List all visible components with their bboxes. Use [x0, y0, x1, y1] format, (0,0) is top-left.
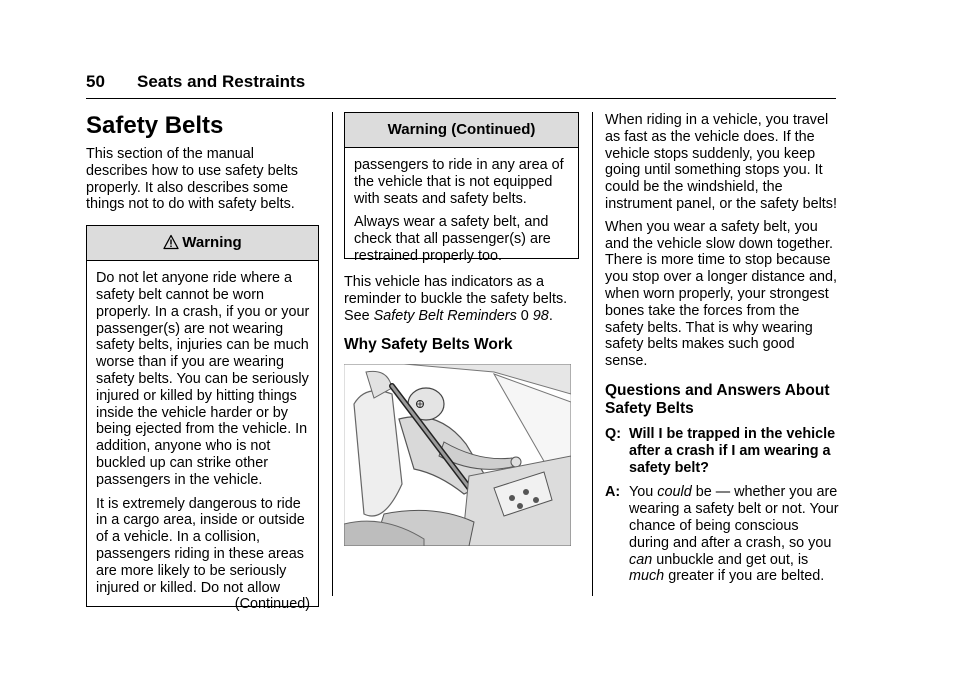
answer-emphasis-much: much	[629, 568, 665, 585]
warning-paragraph-2: It is extremely dangerous to ride in a cargo area, inside or outside of a vehicle. In a collision, passengers riding in these areas are more likely to be seriously injured or killed. Do not allow	[96, 495, 305, 596]
answer-part-1: You	[629, 484, 654, 501]
warning-paragraph-1: Do not let anyone ride where a safety belt cannot be worn properly. In a crash, if you or your passenger(s) are not wearing safety belts, injuries can be much worse than if you are wearing safety belts. You can be seriously injured or killed by hitting things inside the vehicle harder or by being ejected from the vehicle. In addition, anyone who is not buckled up can strike other passengers in the vehicle.	[96, 270, 310, 488]
column-divider-1	[332, 112, 333, 596]
warning-body	[87, 261, 318, 617]
reference-link[interactable]: Safety Belt Reminders	[373, 307, 517, 324]
warning-continued-box	[344, 112, 579, 264]
section-heading-qa: Questions and Answers About Safety Belts	[605, 381, 830, 417]
column-3	[605, 112, 840, 593]
reference-page[interactable]: 98	[532, 307, 549, 324]
indicators-paragraph	[344, 274, 579, 324]
answer-item	[605, 484, 840, 585]
warning-continued-body	[345, 148, 578, 276]
warning-continued-header: Warning (Continued)	[345, 113, 578, 148]
page-title: Safety Belts	[86, 112, 224, 139]
answer-part-3: unbuckle and get out, is	[656, 551, 809, 568]
warning-triangle-icon	[163, 229, 179, 263]
answer-row	[605, 484, 840, 585]
warning-continued-paragraph-1: passengers to ride in any area of the vehicle that is not equipped with seats and safety belts.	[354, 157, 564, 207]
indicators-text: This vehicle has indicators as a reminder to buckle the safety belts. See	[344, 274, 568, 324]
warning-box	[86, 225, 319, 613]
question-item	[605, 426, 840, 476]
crash-illustration	[344, 364, 571, 546]
section-title: Seats and Restraints	[137, 72, 306, 91]
continued-label: (Continued)	[234, 596, 310, 613]
warning-label: Warning	[182, 234, 242, 252]
column-2	[344, 112, 579, 546]
answer-emphasis-can: can	[629, 551, 653, 568]
crash-illustration-svg	[344, 364, 571, 546]
body-paragraph-2: When you wear a safety belt, you and the vehicle slow down together. There is more time to stop because you stop over a longer distance and, when worn properly, your strongest bones take the forces from the safety belts. That is why wearing safety belts makes such good sense.	[605, 218, 837, 370]
reference-end: .	[548, 307, 553, 324]
answer-part-4: greater if you are belted.	[668, 568, 825, 585]
warning-header	[87, 226, 318, 261]
column-divider-2	[592, 112, 593, 596]
column-1	[86, 112, 319, 613]
body-paragraph-1: When riding in a vehicle, you travel as fast as the vehicle does. If the vehicle stops suddenly, you keep going until something stops you. It could be the windshield, the instrument panel, or the safety belts!	[605, 112, 837, 212]
answer-text	[629, 484, 839, 584]
question-key: Q:	[605, 425, 621, 442]
answer-emphasis-could: could	[657, 484, 692, 501]
warning-continued-paragraph-2: Always wear a safety belt, and check that all passenger(s) are restrained properly too.	[354, 214, 551, 264]
page-header	[86, 72, 836, 99]
page-number: 50	[86, 72, 105, 91]
question-text: Will I be trapped in the vehicle after a crash if I am wearing a safety belt?	[629, 425, 836, 476]
answer-part-2: be — whether you are wearing a safety belt or not. Your chance of being conscious during and after a crash, so you	[629, 484, 839, 551]
question-row	[605, 426, 840, 476]
page-ref-symbol: 0	[520, 307, 529, 324]
answer-key: A:	[605, 484, 621, 501]
section-heading-why: Why Safety Belts Work	[344, 336, 513, 354]
intro-paragraph: This section of the manual describes how to use safety belts properly. It also describes some things not to do with safety belts.	[86, 146, 298, 213]
